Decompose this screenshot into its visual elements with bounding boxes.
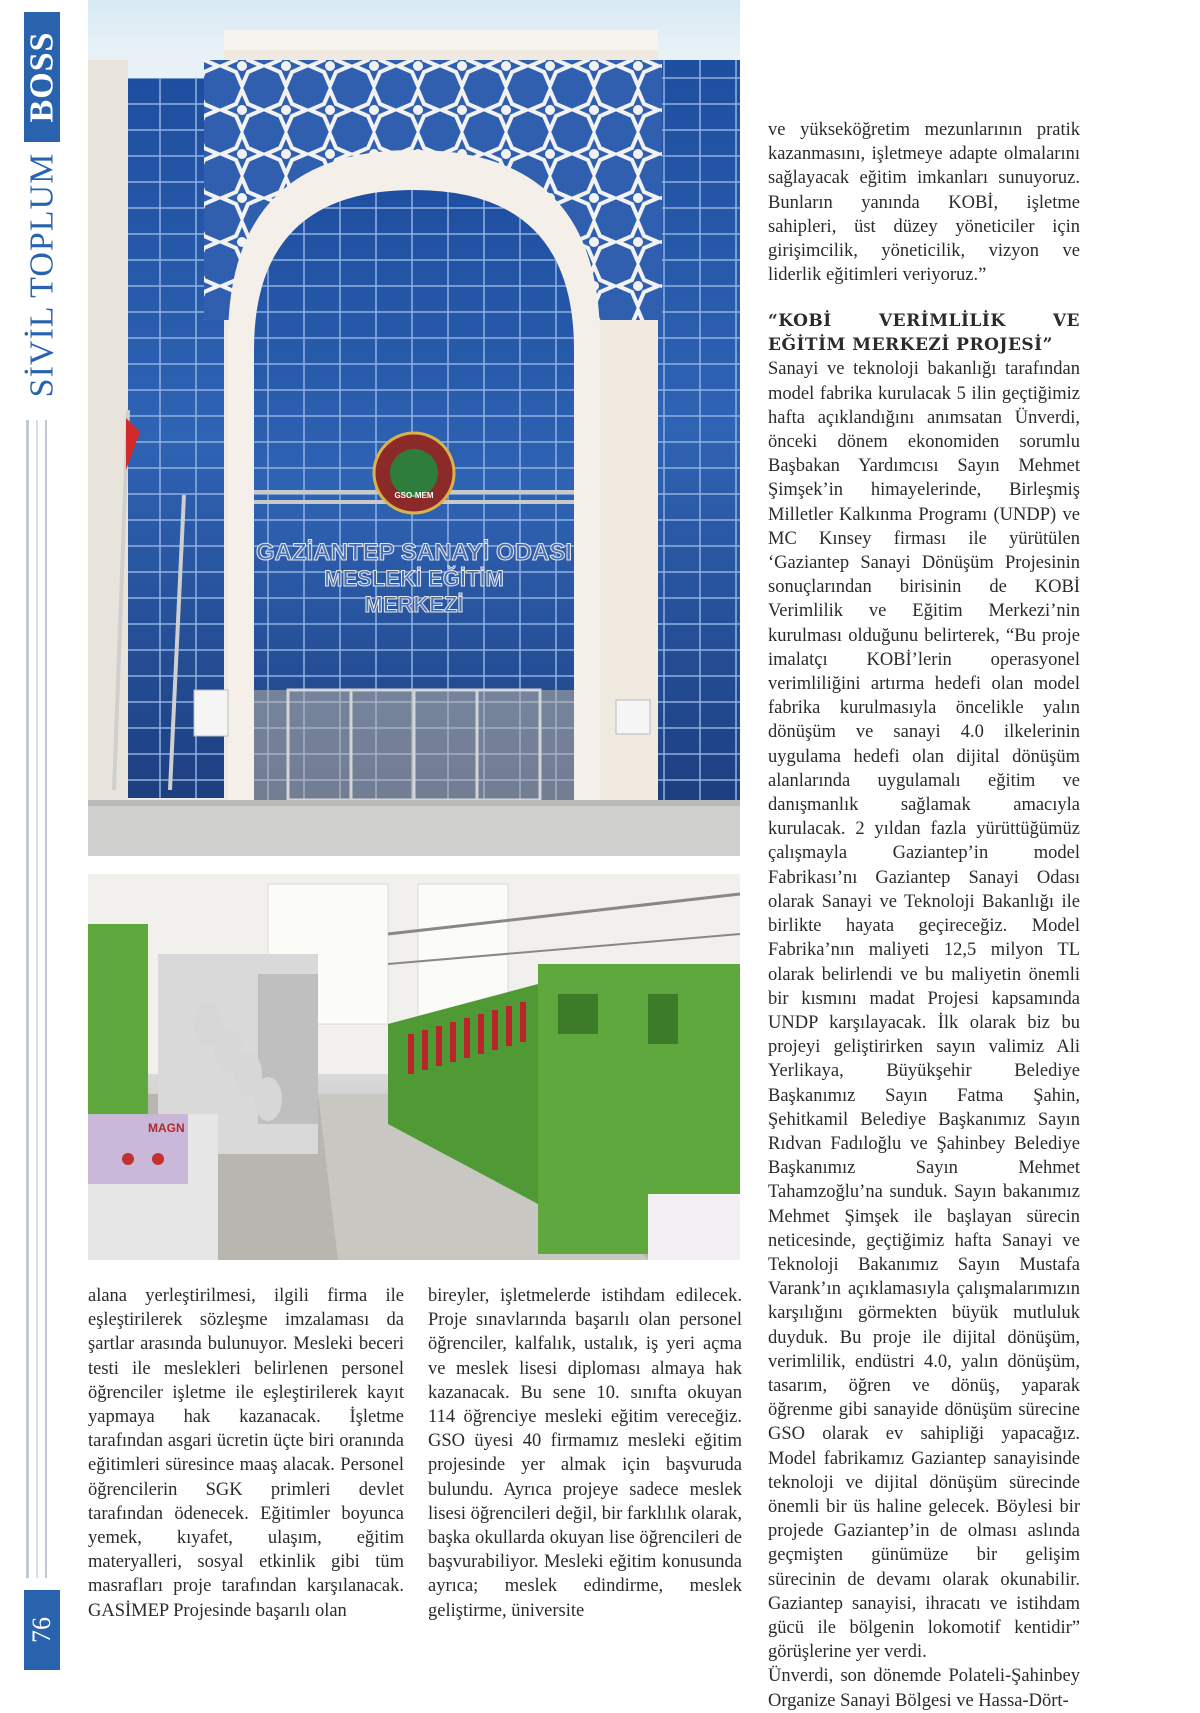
building-sign-line3: MERKEZİ [364, 592, 464, 617]
page-number: 76 [24, 1590, 60, 1670]
building-photo [88, 0, 740, 856]
paragraph: bireyler, işletmelerde istihdam edilecek. Proje sınavlarında başarılı olan personel öğrenciler, kalfalık, ustalık, iş yeri açma ve meslek lisesi diploması almaya hak kazanacak. Bu sene 10. sınıfta okuyan 114 öğrenciye mesleki eğitim vereceğiz. GSO üyesi 40 firmamız mesleki eğitim projesinde yer almak için başvuruda bulundu. Ayrıca projeye sadece meslek lisesi öğrencileri değil, bir farklılık olarak, başka okullarda okuyan lise öğrencileri de başvurabiliyor. Mesleki eğitim konusunda ayrıca; meslek edindirme, meslek geliştirme, üniversite [428, 1286, 742, 1621]
paragraph: ve yükseköğretim mezunlarının pratik kazanmasını, işletmeye adapte olmalarını sağlayacak eğitim imkanları sunuyoruz. Bunların yanında KOBİ, işletme sahipleri, üst düzey yöneticiler için girişimcilik, yöneticilik, vizyon ve liderlik eğitimleri veriyoruz.” [768, 120, 1080, 286]
section-title: SİVİL TOPLUM [23, 152, 61, 398]
paragraph: alana yerleştirilmesi, ilgili firma ile eşleştirilerek sözleşme imzalaması da şartlar arasında bulunuyor. Mesleki beceri testi ile meslekleri belirlenen personel öğrenciler işletme ile eşleştirilerek kayıt yapmaya hak kazanacak. İşletme tarafından asgari ücretin üçte biri oranında eğitimleri süresince maaş alacak. Personel öğrencilerin SGK primleri devlet tarafından ödenecek. Eğitimler boyunca yemek, kıyafet, ulaşım, eğitim materyalleri, sosyal etkinlik gibi tüm masrafları proje tarafından karşılanacak. GASİMEP Projesinde başarılı olan [88, 1286, 404, 1621]
building-sign-line2: MESLEKİ EĞİTİM [324, 566, 504, 591]
building-sign-line1: GAZİANTEP SANAYİ ODASI [255, 539, 573, 566]
text-column-right [768, 118, 1080, 1713]
section-heading: “KOBİ VERİMLİLİK VE EĞİTİM MERKEZİ PROJESİ” [768, 311, 1080, 356]
banner-rule [36, 420, 38, 1578]
paragraph: Ünverdi, son dönemde Polateli-Şahinbey Organize Sanayi Bölgesi ve Hassa-Dört- [768, 1666, 1080, 1711]
text-column-left [88, 1284, 404, 1623]
banner-rule [26, 420, 29, 1578]
paragraph: Sanayi ve teknoloji bakanlığı tarafından model fabrika kurulacak 5 ilin geçtiğimiz hafta açıklandığını anımsatan Ünverdi, önceki dönem ekonomiden sorumlu Başbakan Yardımcısı Sayın Mehmet Şimşek’in himayelerinde, Birleşmiş Milletler Kalkınma Programı (UNDP) ve MC Kınsey firması ile yürütülen ‘Gaziantep Sanayi Dönüşüm Projesinin sonuçlarından birisinin de KOBİ Verimlilik ve Eğitim Merkezi’nin kurulması olduğunu belirterek, “Bu proje imalatçı KOBİ’lerin operasyonel verimliliğini artırma hedefi olan model fabrika kurulmasıyla öncelikle yalın dönüşüm ve sanayi 4.0 ilkelerinin uygulama hedefi olan dijital dönüşüm alanlarında uygulamalı eğitim ve danışmanlık sağlamak amacıyla kurulacak. 2 yıldan fazla yürüttüğümüz çalışmayla Gaziantep’in model Fabrikası’nı Gaziantep Sanayi Odası olarak Sanayi ve Teknoloji Bakanlığı ile birlikte hayata geçireceğiz. Model Fabrika’nın maliyeti 12,5 milyon TL olarak belirlendi ve bu maliyetin önemli bir kısmını madat Projesi kapsamında UNDP karşılayacak. İlk olarak biz bu projeyi geliştirirken sayın valimiz Ali Yerlikaya, Büyükşehir Belediye Başkanımız Sayın Fatma Şahin, Şehitkamil Belediye Başkanımız Sayın Rıdvan Fadıloğlu ve Şahinbey Belediye Başkanımız Sayın Mehmet Tahamzoğlu’na sunduk. Sayın bakanımız Mehmet Şimşek ile başlayan sürecin neticesinde, geçtiğimiz hafta Sanayi ve Teknoloji Bakanımız Sayın Mustafa Varank’ın açıklamasıyla çalışmalarımızın karşılığını görmekten büyük mutluluk duyduk. Bu proje ile dijital dönüşüm, verimlilik, endüstri 4.0, yalın dönüşüm, tasarım, öğren ve dönüş, yaparak öğrenme gibi sanayide dönüşüm sürecine GSO olarak ev sahipliği yapacağız. Model fabrikamız Gaziantep sanayisinde teknoloji ve dijital dönüşüm sürecinde önemli bir üs haline gelecek. Böylesi bir projede Gaziantep’in de olması aslında geçmişten günümüze bir gelişim sürecinin de devamı olarak okunabilir. Gaziantep sanayisi, ihracatı ve istihdam gücü ile bölgenin lokomotif kentidir” görüşlerine yer verdi. [768, 359, 1080, 1663]
banner-rule [45, 420, 47, 1578]
side-banner [0, 0, 64, 1678]
emblem-text: GSO-MEM [394, 491, 434, 500]
text-column-middle [428, 1284, 742, 1623]
machine-label: MAGN [148, 1121, 185, 1135]
magazine-logo: BOSS [24, 12, 60, 142]
workshop-photo [88, 874, 740, 1260]
